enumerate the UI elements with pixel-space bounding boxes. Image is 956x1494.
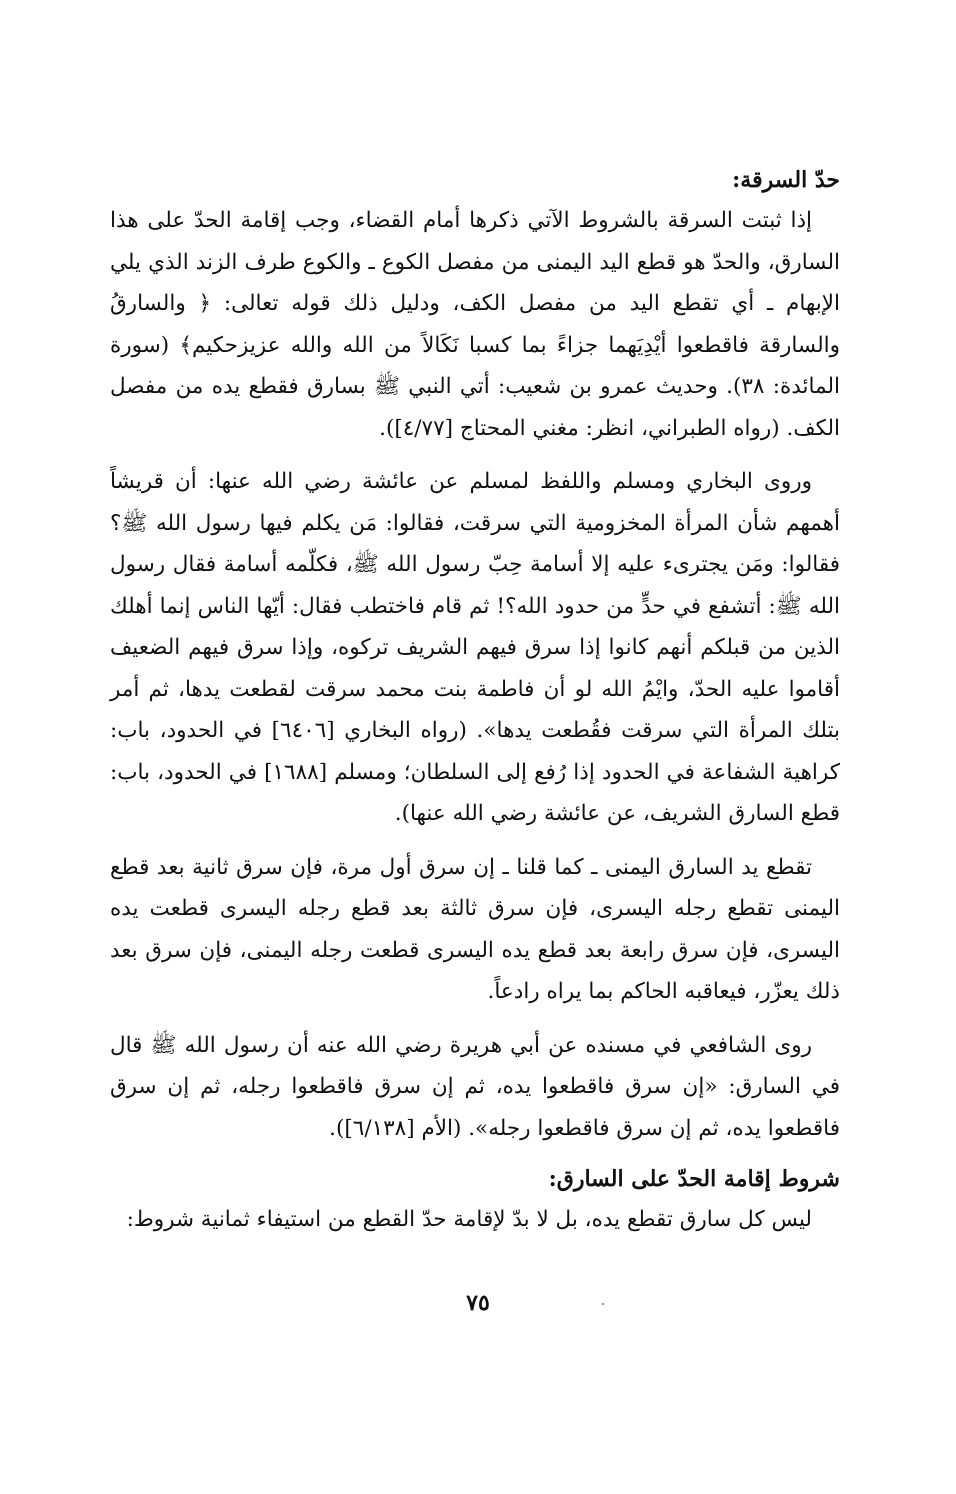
paragraph-2: وروى البخاري ومسلم واللفظ لمسلم عن عائشة رضي الله عنها: أن قريشاً أهمهم شأن المرأة المخزومية التي سرقت، فقالوا: مَن يكلم فيها رسول الله ﷺ؟ فقالوا: ومَن يجترىء عليه إلا أسامة حِبّ رسول الله ﷺ، فكلّمه أسامة فقال رسول الله ﷺ: أتشفع في حدٍّ من حدود الله؟! ثم قام فاختطب فقال: أيّها الناس إنما أهلك الذين من قبلكم أنهم كانوا إذا سرق فيهم الشريف تركوه، وإذا سرق فيهم الضعيف أقاموا عليه الحدّ، وايْمُ الله لو أن فاطمة بنت محمد سرقت لقطعت يدها، ثم أمر بتلك المرأة التي سرقت فقُطعت يدها». (رواه البخاري [٦٤٠٦] في الحدود، باب: كراهية الشفاعة في الحدود إذا رُفع إلى السلطان؛ ومسلم [١٦٨٨] في الحدود، باب: قطع السارق الشريف، عن عائشة رضي الله عنها). xyxy=(110,469,840,826)
section-heading-shurut: شروط إقامة الحدّ على السارق: xyxy=(548,1166,840,1192)
page-body xyxy=(110,160,840,1241)
paragraph-1: إذا ثبتت السرقة بالشروط الآتي ذكرها أمام القضاء، وجب إقامة الحدّ على هذا السارق، والحدّ هو قطع اليد اليمنى من مفصل الكوع ـ والكوع طرف الزند الذي يلي الإبهام ـ أي تقطع اليد من مفصل الكف، ودليل ذلك قوله تعالى: ﴿ والسارقُ والسارقة فاقطعوا أيْدِيَهما جزاءً بما كسبا نَكَالاً من الله والله عزيزحكيم﴾ (سورة المائدة: ٣٨). وحديث عمرو بن شعيب: أتي النبي ﷺ بسارق فقطع يده من مفصل الكف. (رواه الطبراني، انظر: مغني المحتاج [٤/٧٧]). xyxy=(110,208,840,441)
page-number: ٧٥ xyxy=(466,1290,490,1316)
paragraph-4: روى الشافعي في مسنده عن أبي هريرة رضي الله عنه أن رسول الله ﷺ قال في السارق: «إن سرق فاقطعوا يده، ثم إن سرق فاقطعوا رجله، ثم إن سرق فاقطعوا يده، ثم إن سرق فاقطعوا رجله». (الأم [٦/١٣٨]). xyxy=(110,1032,840,1141)
paragraph-3: تقطع يد السارق اليمنى ـ كما قلنا ـ إن سرق أول مرة، فإن سرق ثانية بعد قطع اليمنى تقطع رجله اليسرى، فإن سرق ثالثة بعد قطع رجله اليسرى قطعت يده اليسرى، فإن سرق رابعة بعد قطع يده اليسرى قطعت رجله اليمنى، فإن سرق بعد ذلك يعزّر، فيعاقبه الحاكم بما يراه رادعاً. xyxy=(110,854,840,1004)
section-heading-hadd: حدّ السرقة: xyxy=(732,167,840,193)
print-speck xyxy=(602,1303,604,1305)
paragraph-5: ليس كل سارق تقطع يده، بل لا بدّ لإقامة حدّ القطع من استيفاء ثمانية شروط: xyxy=(126,1207,812,1232)
